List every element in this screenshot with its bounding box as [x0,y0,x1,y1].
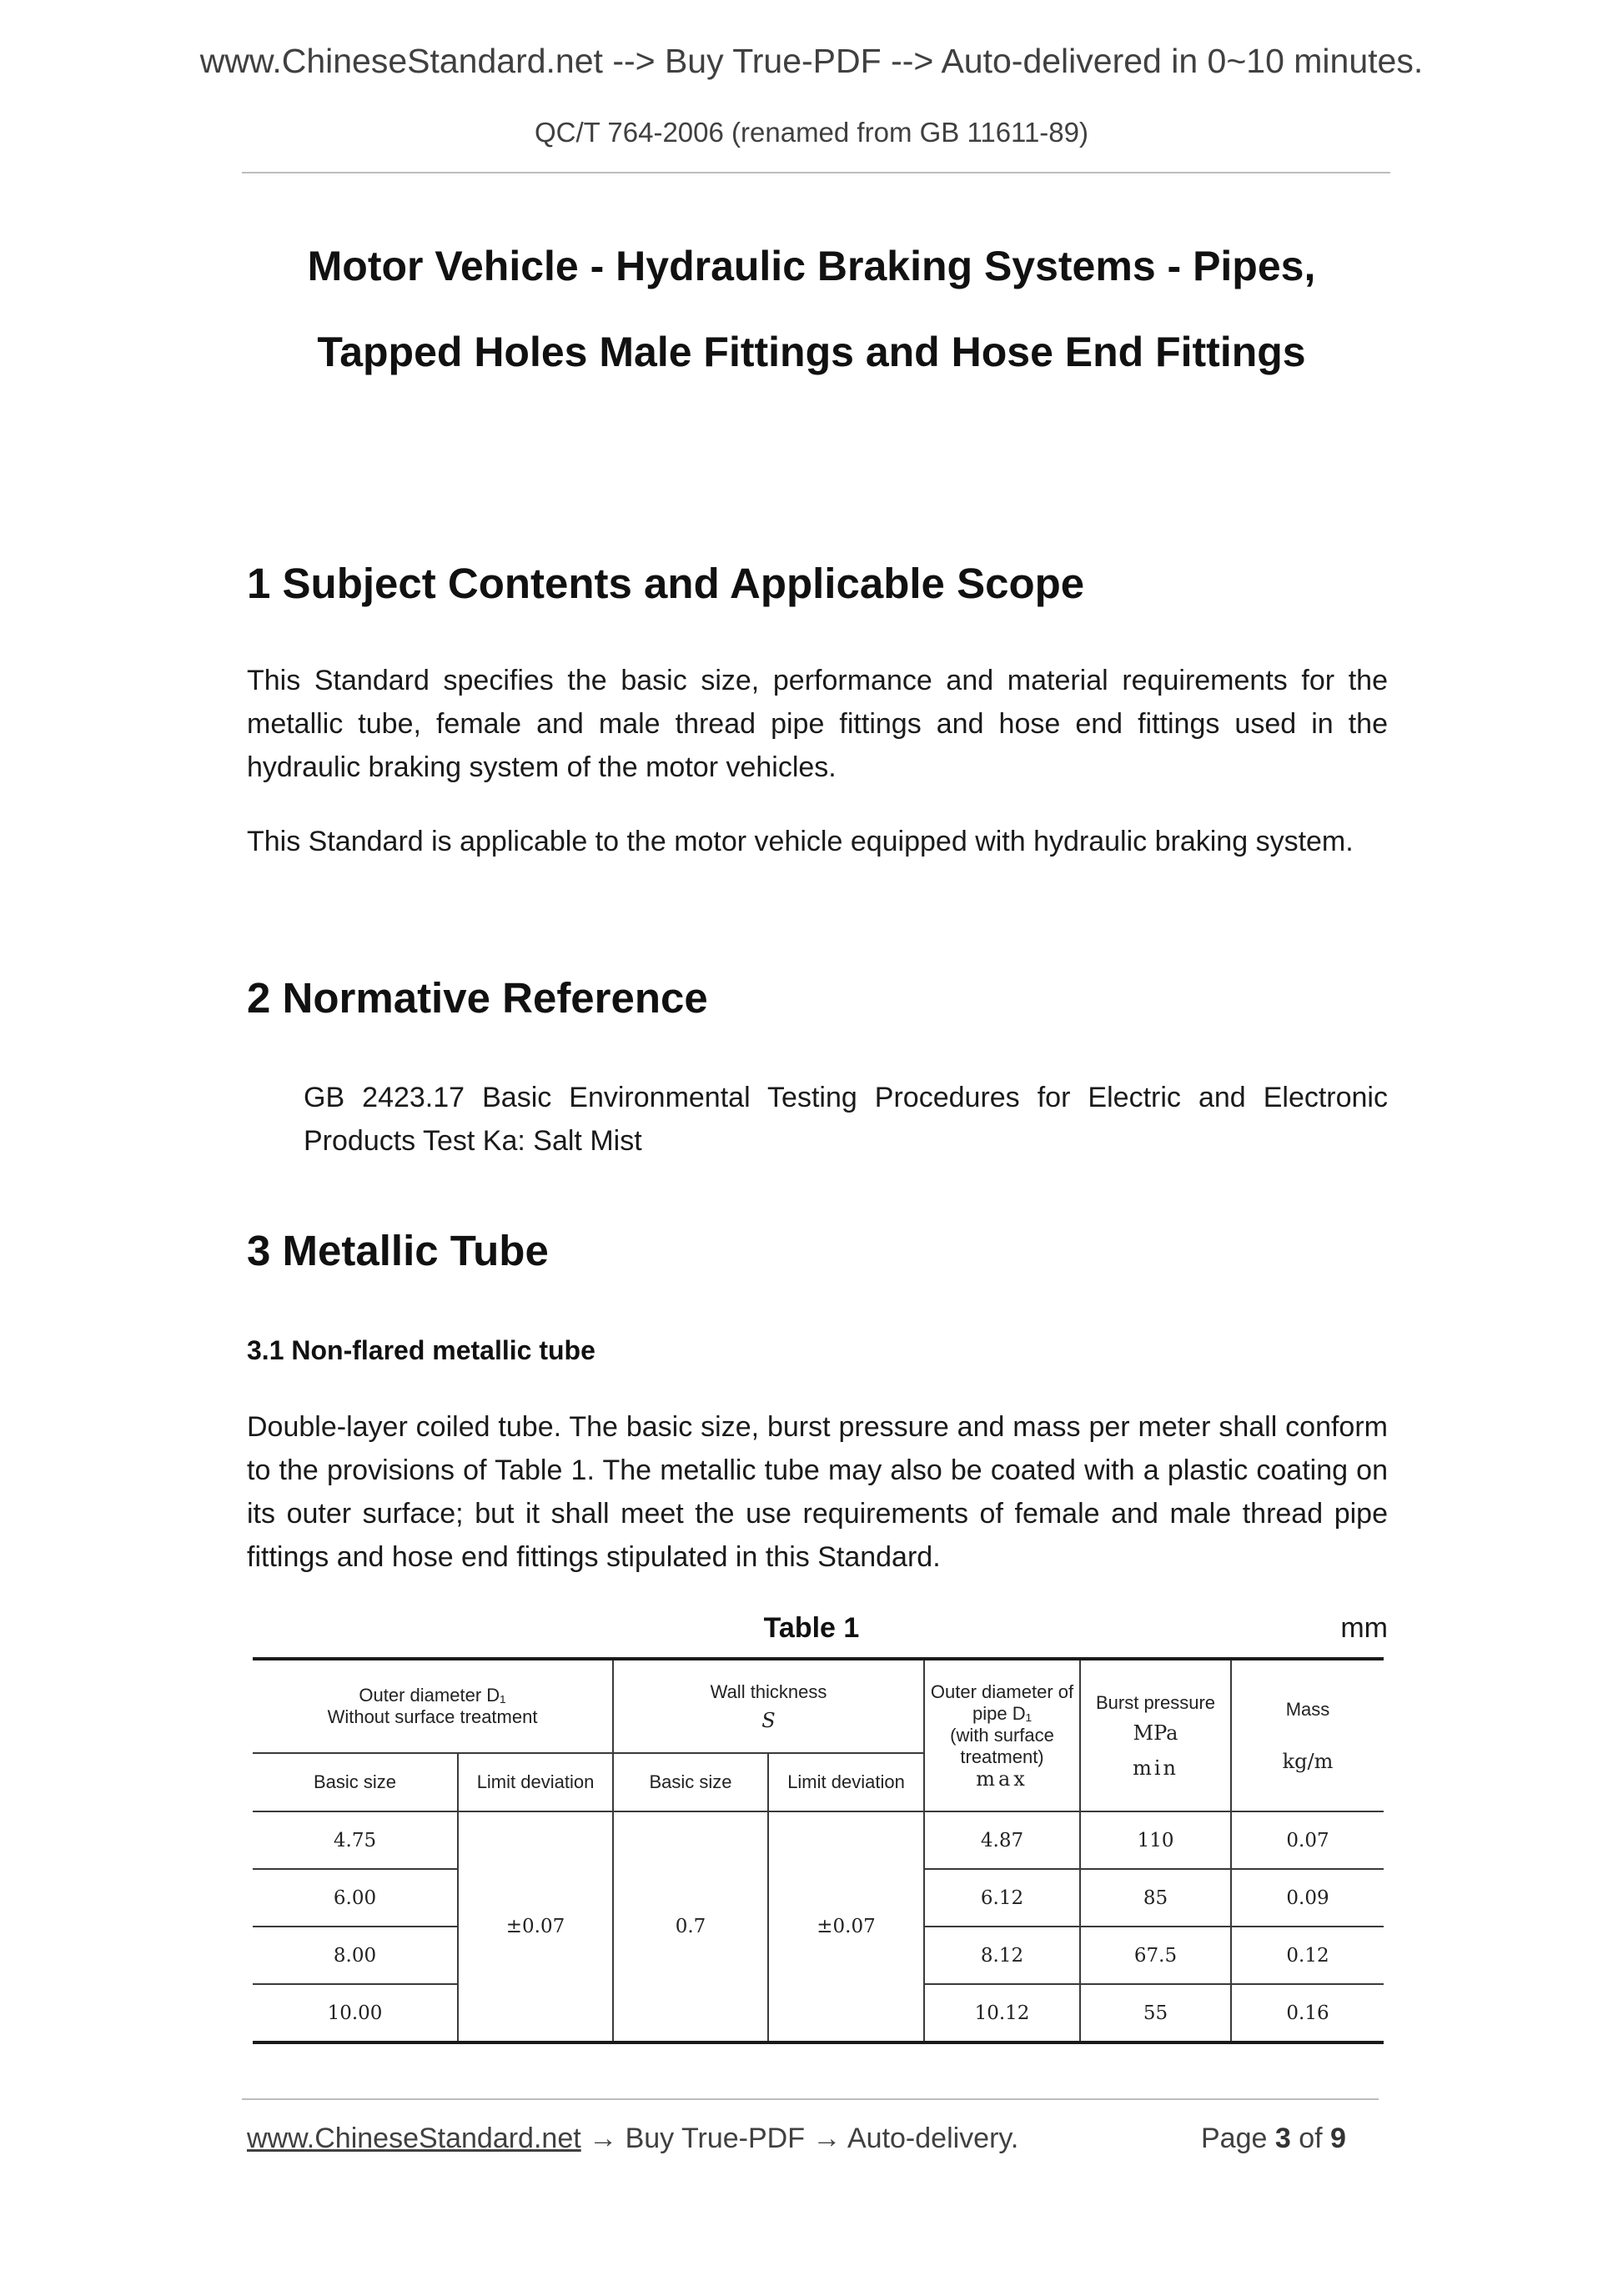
page-number: 3 [1274,2123,1291,2154]
section-3-heading: 3 Metallic Tube [247,1227,549,1274]
table-1 [253,1657,1384,2032]
header-od-limit-deviation: Limit deviation [458,1753,613,1811]
section-2-heading: 2 Normative Reference [247,974,708,1022]
page-indicator [1201,2123,1346,2155]
header-wall-symbol: S [761,1709,776,1732]
cell-burst-pressure: 110 [1080,1811,1231,1869]
standard-code: QC/T 764-2006 (renamed from GB 11611-89) [535,117,1088,148]
header-outer-pipe-line-2: pipe D₁ [972,1703,1033,1724]
table-caption: Table 1 [763,1612,860,1644]
page-of-label: of [1299,2123,1323,2154]
cell-basic-size: 4.75 [253,1811,458,1869]
header-wall-basic-size: Basic size [613,1753,768,1811]
section-1-heading: 1 Subject Contents and Applicable Scope [247,560,1085,607]
cell-outer-max: 4.87 [924,1811,1080,1869]
header-outer-diameter-label: Outer diameter D₁ [359,1685,506,1706]
cell-wall-basic-size: 0.7 [613,1811,768,2042]
footer-promo [247,2123,1018,2155]
normative-reference-item: GB 2423.17 Basic Environmental Testing Procedures for Electric and Electronic Products Test Ka: Salt Mist [304,1082,1388,1157]
page-label: Page [1201,2123,1268,2154]
footer-site-link[interactable]: www.ChineseStandard.net [247,2123,581,2154]
cell-mass: 0.16 [1231,1984,1384,2042]
document-title-line-2: Tapped Holes Male Fittings and Hose End Fittings [317,329,1306,375]
table-row [253,1811,1384,1869]
cell-mass: 0.09 [1231,1869,1384,1927]
top-banner: www.ChineseStandard.net --> Buy True-PDF --> Auto-delivered in 0~10 minutes. [199,42,1424,80]
cell-basic-size: 10.00 [253,1984,458,2042]
header-outer-pipe-line-1: Outer diameter of [930,1681,1074,1702]
section-1-paragraph-2: This Standard is applicable to the motor vehicle equipped with hydraulic braking system. [247,826,1354,857]
header-outer-pipe-line-4: treatment) [960,1746,1044,1767]
page-total: 9 [1330,2123,1346,2154]
footer-promo-text: → Buy True-PDF → Auto-delivery. [580,2123,1019,2154]
header-outer-diameter [253,1659,613,1753]
header-burst-unit: MPa [1133,1721,1178,1745]
cell-basic-size: 8.00 [253,1927,458,1984]
cell-mass: 0.07 [1231,1811,1384,1869]
cell-od-limit-deviation: ±0.07 [458,1811,613,2042]
cell-burst-pressure: 85 [1080,1869,1231,1927]
footer-divider [242,2098,1379,2100]
cell-wall-limit-deviation: ±0.07 [768,1811,924,2042]
table-unit: mm [1340,1612,1388,1644]
header-mass [1231,1659,1384,1811]
header-outer-pipe-line-3: (with surface [950,1725,1054,1746]
header-outer-diameter-treated [924,1659,1080,1811]
cell-outer-max: 10.12 [924,1984,1080,2042]
header-wall-thickness-label: Wall thickness [710,1681,827,1702]
header-mass-label: Mass [1285,1699,1330,1720]
subsection-3-1-heading: 3.1 Non-flared metallic tube [247,1335,595,1365]
section-1-paragraph-1: This Standard specifies the basic size, performance and material requirements for the metallic tube, female and male thread pipe fittings and hose end fittings used in the hydraulic braking system of the motor vehicles. [247,665,1388,783]
cell-basic-size: 6.00 [253,1869,458,1927]
header-mass-unit: kg/m [1282,1750,1334,1773]
document-title-line-1: Motor Vehicle - Hydraulic Braking Systems - Pipes, [307,243,1316,289]
cell-burst-pressure: 55 [1080,1984,1231,2042]
cell-mass: 0.12 [1231,1927,1384,1984]
header-wall-thickness [613,1659,924,1753]
cell-burst-pressure: 67.5 [1080,1927,1231,1984]
header-outer-pipe-max: max [976,1767,1028,1791]
header-divider [242,172,1390,173]
header-wall-limit-deviation: Limit deviation [768,1753,924,1811]
cell-outer-max: 6.12 [924,1869,1080,1927]
header-burst-min: min [1133,1756,1178,1780]
header-od-basic-size: Basic size [253,1753,458,1811]
header-without-treatment-label: Without surface treatment [327,1706,538,1727]
section-3-paragraph-1: Double-layer coiled tube. The basic size, burst pressure and mass per meter shall conform to the provisions of Table 1. The metallic tube may also be coated with a plastic coating on its outer surface; but it shall meet the use requirements of female and male thread pipe fittings and hose end fittings stipulated in this Standard. [247,1411,1388,1573]
table-header-row-1 [253,1659,1384,1753]
header-burst-pressure [1080,1659,1231,1811]
header-burst-pressure-label: Burst pressure [1095,1692,1216,1713]
cell-outer-max: 8.12 [924,1927,1080,1984]
